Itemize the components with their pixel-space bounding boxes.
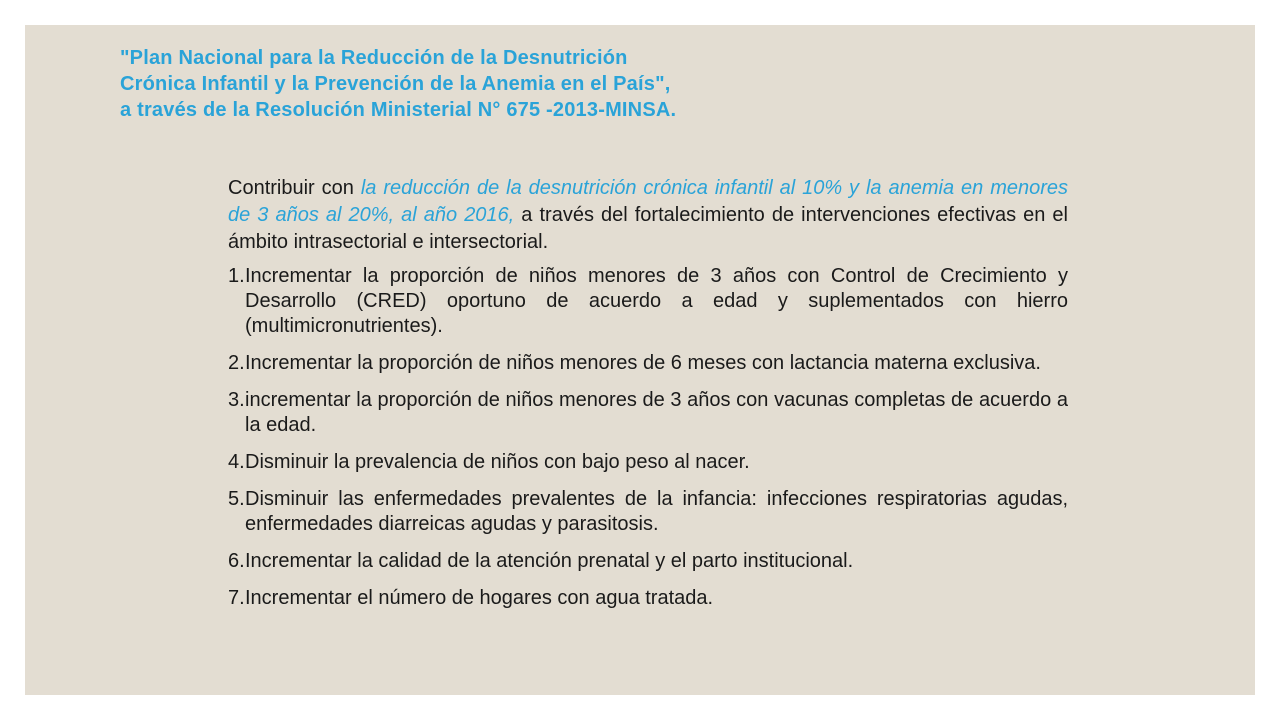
objectives-list — [228, 264, 1068, 611]
intro-suffix: a través del fortalecimiento de intervenciones efectivas en el ámbito intrasectorial e intersectorial. — [228, 204, 1068, 253]
list-item-text: Incrementar la proporción de niños menores de 6 meses con lactancia materna exclusiva. — [245, 352, 1041, 374]
list-item — [228, 264, 1068, 339]
list-item-number: 1. — [228, 265, 245, 287]
list-item-number: 2. — [228, 352, 245, 374]
list-item-text: Incrementar la calidad de la atención prenatal y el parto institucional. — [245, 550, 854, 572]
list-item — [228, 586, 1068, 611]
list-item-text: Disminuir la prevalencia de niños con bajo peso al nacer. — [245, 451, 750, 473]
list-item-number: 4. — [228, 451, 245, 473]
intro-highlight: la reducción de la desnutrición crónica infantil al 10% y la anemia en menores de 3 años al 20%, al año 2016, — [228, 177, 1069, 226]
list-item — [228, 351, 1068, 376]
list-item — [228, 549, 1068, 574]
slide-body — [228, 175, 1068, 623]
list-item-text: Disminuir las enfermedades prevalentes de la infancia: infecciones respiratorias agudas, enfermedades diarreicas agudas y parasitosis. — [245, 488, 1068, 535]
slide-title: "Plan Nacional para la Reducción de la Desnutrición Crónica Infantil y la Prevención de la Anemia en el País", a través de la Resolución Ministerial N° 675 -2013-MINSA. — [120, 47, 677, 121]
list-item-number: 5. — [228, 488, 245, 510]
list-item-number: 3. — [228, 389, 245, 411]
list-item — [228, 388, 1068, 438]
list-item — [228, 487, 1068, 537]
list-item-text: Incrementar el número de hogares con agua tratada. — [245, 587, 714, 609]
list-item-number: 6. — [228, 550, 245, 572]
intro-paragraph — [228, 175, 1068, 256]
list-item-text: Incrementar la proporción de niños menores de 3 años con Control de Crecimiento y Desarrollo (CRED) oportuno de acuerdo a edad y suplementados con hierro (multimicronutrientes). — [245, 265, 1068, 337]
list-item-text: incrementar la proporción de niños menores de 3 años con vacunas completas de acuerdo a la edad. — [245, 389, 1068, 436]
list-item-number: 7. — [228, 587, 245, 609]
list-item — [228, 450, 1068, 475]
intro-prefix: Contribuir con — [228, 177, 361, 199]
slide — [25, 25, 1255, 695]
